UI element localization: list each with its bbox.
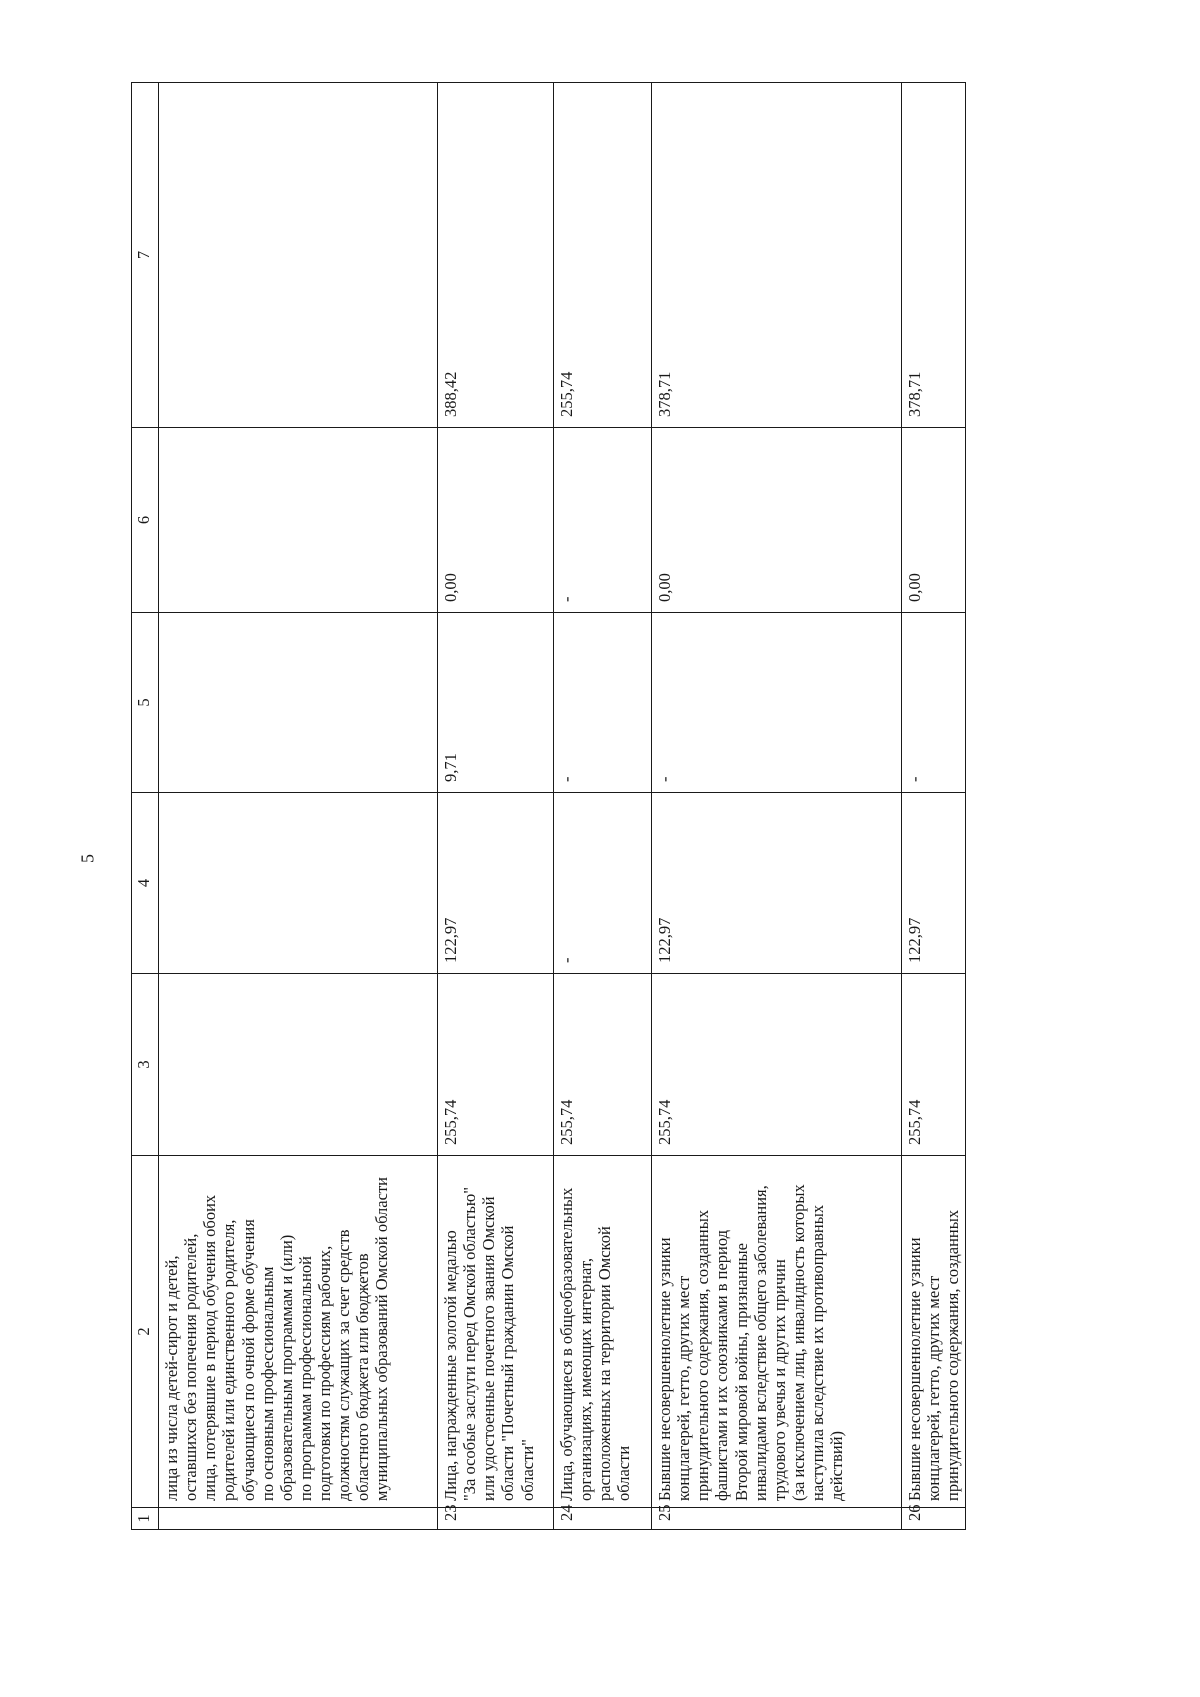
category-description: Лица, награжденные золотой медалью "За особые заслуги перед Омской областью" или удостоенные почетного звания Омской области "Почетный гражданин Омской области" [438, 1156, 554, 1508]
category-description: лица из числа детей-сирот и детей, оставшихся без попечения родителей, лица, потерявшие в период обучения обоих родителей или единственного родителя, обучающиеся по очной форме обучения по основным профессиональным образовательным программам и (или) по программам профессиональной подготовки по профессиям рабочих, должностям служащих за счет средств областного бюджета или бюджетов муниципальных образований Омской области [159, 1156, 438, 1508]
tariff-table [131, 82, 966, 1530]
column-header: 6 [132, 428, 159, 613]
row-number: 26 [902, 1508, 966, 1530]
cell-value: 122,97 [902, 793, 966, 974]
column-header: 7 [132, 83, 159, 428]
column-header: 1 [132, 1508, 159, 1530]
cell-value [159, 428, 438, 613]
table-row [159, 83, 438, 1530]
cell-value: - [554, 793, 652, 974]
cell-value: 255,74 [554, 974, 652, 1156]
page-number: 5 [77, 854, 98, 863]
row-number: 23 [438, 1508, 554, 1530]
cell-value: 0,00 [652, 428, 902, 613]
table-row [652, 83, 902, 1530]
column-header: 4 [132, 793, 159, 974]
cell-value: - [652, 613, 902, 793]
cell-value: 255,74 [554, 83, 652, 428]
cell-value: - [902, 613, 966, 793]
cell-value: 378,71 [902, 83, 966, 428]
cell-value: 255,74 [438, 974, 554, 1156]
row-number: 25 [652, 1508, 902, 1530]
cell-value: 0,00 [902, 428, 966, 613]
table-row [438, 83, 554, 1530]
row-number [159, 1508, 438, 1530]
tariff-table-wrapper [131, 83, 1104, 1530]
cell-value: 9,71 [438, 613, 554, 793]
cell-value: 255,74 [902, 974, 966, 1156]
cell-value [159, 793, 438, 974]
table-header-row [132, 83, 159, 1530]
column-header: 5 [132, 613, 159, 793]
row-number: 24 [554, 1508, 652, 1530]
cell-value: 122,97 [652, 793, 902, 974]
category-description: Бывшие несовершеннолетние узники концлагерей, гетто, других мест принудительного содержания, созданных [902, 1156, 966, 1508]
column-header: 3 [132, 974, 159, 1156]
cell-value: 378,71 [652, 83, 902, 428]
cell-value: 255,74 [652, 974, 902, 1156]
cell-value: 122,97 [438, 793, 554, 974]
cell-value: - [554, 428, 652, 613]
cell-value [159, 613, 438, 793]
table-row [554, 83, 652, 1530]
category-description: Лица, обучающиеся в общеобразовательных организациях, имеющих интернат, расположенных на территории Омской области [554, 1156, 652, 1508]
table-row [902, 83, 966, 1530]
category-description: Бывшие несовершеннолетние узники концлагерей, гетто, других мест принудительного содержания, созданных фашистами и их союзниками в период Второй мировой войны, признанные инвалидами вследствие общего заболевания, трудового увечья и других причин (за исключением лиц, инвалидность которых наступила вследствие их противоправных действий) [652, 1156, 902, 1508]
cell-value: 388,42 [438, 83, 554, 428]
cell-value: 0,00 [438, 428, 554, 613]
column-header: 2 [132, 1156, 159, 1508]
cell-value [159, 974, 438, 1156]
cell-value [159, 83, 438, 428]
cell-value: - [554, 613, 652, 793]
